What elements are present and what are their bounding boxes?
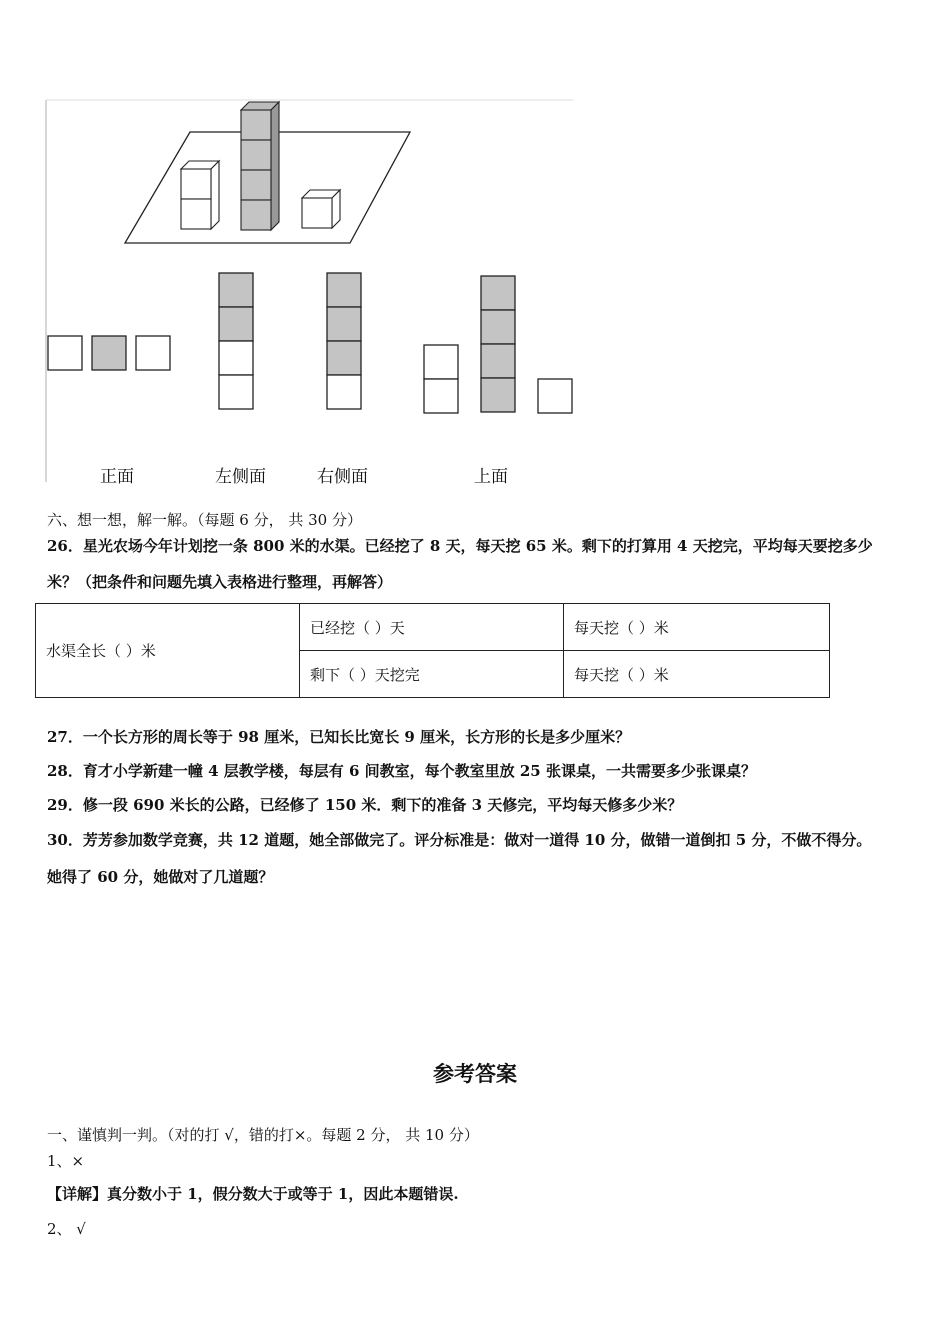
cube-single-right	[302, 190, 340, 228]
q26-line1: 26．星光农场今年计划挖一条 800 米的水渠。已经挖了 8 天，每天挖 65 米。剩下的打算用 4 天挖完，平均每天要挖多少	[47, 537, 873, 555]
label-top-view: 上面	[474, 467, 508, 487]
q28-text: 28．育才小学新建一幢 4 层教学楼，每层有 6 间教室，每个教室里放 25 张课桌，一共需要多少张课桌？	[47, 762, 756, 780]
top-view	[424, 276, 572, 413]
label-left-view: 左侧面	[215, 467, 266, 487]
cube-views-figure	[45, 98, 575, 483]
q29-text: 29．修一段 690 米长的公路，已经修了 150 米．剩下的准备 3 天修完，平均每天修多少米？	[47, 796, 683, 814]
cube-stack-middle	[241, 102, 279, 230]
cube-stack-left	[181, 161, 219, 229]
answer-2: 2、 √	[47, 1220, 86, 1238]
section6-heading: 六、想一想，解一解。（每题 6 分， 共 30 分）	[47, 511, 362, 529]
q30-line1: 30．芳芳参加数学竞赛，共 12 道题，她全部做完了。评分标准是：做对一道得 10 分，做错一道倒扣 5 分，不做不得分。	[47, 831, 872, 849]
cell-daily-dug-1: 每天挖（ ）米	[564, 604, 830, 651]
cell-total-length: 水渠全长（ ）米	[36, 604, 300, 698]
right-side-view	[327, 273, 361, 409]
cube-figure-svg	[45, 98, 575, 483]
cell-daily-dug-2: 每天挖（ ）米	[564, 651, 830, 698]
answer-1-detail: 【详解】真分数小于 1，假分数大于或等于 1，因此本题错误.	[47, 1185, 459, 1203]
answers-title: 参考答案	[433, 1062, 517, 1086]
q30-line2: 她得了 60 分，她做对了几道题？	[47, 868, 274, 886]
q26-line2: 米？（把条件和问题先填入表格进行整理，再解答）	[47, 573, 393, 591]
left-side-view	[219, 273, 253, 409]
q27-text: 27．一个长方形的周长等于 98 厘米，已知长比宽长 9 厘米，长方形的长是多少厘米？	[47, 728, 631, 746]
condition-table	[35, 603, 830, 698]
label-front-view: 正面	[100, 467, 134, 487]
cell-dug-days: 已经挖（ ）天	[300, 604, 564, 651]
cell-remaining-days: 剩下（ ）天挖完	[300, 651, 564, 698]
answer-1: 1、×	[47, 1152, 85, 1170]
answers-section1-heading: 一、谨慎判一判。（对的打 √，错的打×。每题 2 分， 共 10 分）	[47, 1126, 479, 1144]
label-right-view: 右侧面	[317, 467, 368, 487]
front-view	[48, 336, 170, 370]
